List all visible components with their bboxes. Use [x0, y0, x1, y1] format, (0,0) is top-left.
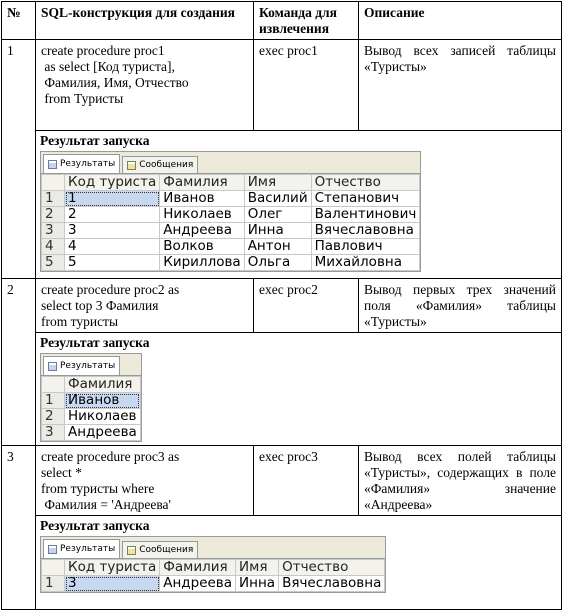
grid-column-header[interactable]: Имя: [244, 175, 311, 191]
data-grid: [41, 559, 385, 592]
grid-row[interactable]: [42, 393, 141, 409]
grid-header-row: [42, 175, 420, 191]
tab-strip: [41, 354, 141, 376]
grid-icon: [48, 545, 57, 554]
row-header[interactable]: 3: [42, 425, 65, 441]
grid-cell[interactable]: Николаев: [65, 409, 141, 425]
result-label: Результат запуска: [40, 133, 150, 148]
grid-row[interactable]: [42, 409, 141, 425]
message-icon: [127, 161, 136, 170]
grid-icon: [48, 362, 57, 371]
result-label: Результат запуска: [40, 335, 150, 350]
grid-cell[interactable]: Инна: [244, 223, 311, 239]
grid-column-header[interactable]: Фамилия: [160, 560, 236, 576]
grid-column-header[interactable]: Отчество: [279, 560, 385, 576]
results-grid: [40, 151, 421, 272]
grid-column-header[interactable]: Фамилия: [65, 377, 141, 393]
grid-cell[interactable]: Николаев: [160, 207, 244, 223]
tab-messages[interactable]: [122, 156, 198, 173]
grid-cell[interactable]: 5: [65, 255, 160, 271]
header-description: Описание: [359, 2, 562, 40]
grid-row[interactable]: [42, 239, 420, 255]
grid-cell[interactable]: Иванов: [160, 191, 244, 207]
grid-column-header[interactable]: Код туриста: [65, 560, 160, 576]
table-row: [2, 279, 562, 333]
results-grid: [40, 536, 386, 593]
exec-command: exec proc3: [254, 446, 359, 516]
grid-cell[interactable]: 4: [65, 239, 160, 255]
row-header[interactable]: 2: [42, 207, 65, 223]
row-header[interactable]: 1: [42, 393, 65, 409]
row-header[interactable]: 1: [42, 191, 65, 207]
grid-cell[interactable]: Иванов: [65, 393, 141, 409]
tab-results-label: Результаты: [60, 159, 116, 169]
tab-strip: [41, 152, 420, 174]
corner-cell: [42, 175, 65, 191]
exec-command: exec proc1: [254, 40, 359, 131]
table-row: [2, 446, 562, 516]
grid-cell[interactable]: Олег: [244, 207, 311, 223]
header-row: [2, 2, 562, 40]
grid-row[interactable]: [42, 425, 141, 441]
grid-row[interactable]: [42, 223, 420, 239]
header-num: №: [2, 2, 36, 40]
tab-results[interactable]: [43, 356, 120, 375]
grid-cell[interactable]: 3: [65, 223, 160, 239]
sql-construct: create procedure proc3 as select * from туристы where Фамилия = 'Андреева': [36, 446, 254, 516]
grid-cell[interactable]: Антон: [244, 239, 311, 255]
data-grid: [41, 174, 420, 271]
grid-column-header[interactable]: Имя: [236, 560, 279, 576]
row-header[interactable]: 4: [42, 239, 65, 255]
grid-cell[interactable]: Андреева: [65, 425, 141, 441]
sql-construct: create procedure proc2 as select top 3 Фамилия from туристы: [36, 279, 254, 333]
grid-icon: [48, 160, 57, 169]
grid-cell[interactable]: Андреева: [160, 576, 236, 592]
exec-command: exec proc2: [254, 279, 359, 333]
grid-column-header[interactable]: Код туриста: [65, 175, 160, 191]
results-grid: [40, 353, 142, 442]
tab-results[interactable]: [43, 539, 120, 558]
row-header[interactable]: 3: [42, 223, 65, 239]
grid-cell[interactable]: Вячеславовна: [311, 223, 420, 239]
corner-cell: [42, 377, 65, 393]
result-row: [2, 516, 562, 610]
result-row: [2, 333, 562, 446]
grid-cell[interactable]: Кириллова: [160, 255, 244, 271]
result-row: [2, 131, 562, 279]
grid-cell[interactable]: 1: [65, 191, 160, 207]
row-header[interactable]: 2: [42, 409, 65, 425]
grid-cell[interactable]: 2: [65, 207, 160, 223]
sql-construct: create procedure proc1 as select [Код туриста], Фамилия, Имя, Отчество from Туристы: [36, 40, 254, 131]
grid-cell[interactable]: Волков: [160, 239, 244, 255]
table-row: [2, 40, 562, 131]
tab-results-label: Результаты: [60, 544, 116, 554]
message-icon: [127, 546, 136, 555]
grid-row[interactable]: [42, 191, 420, 207]
description: Вывод первых трех значений поля «Фамилия» таблицы «Туристы»: [359, 279, 562, 333]
grid-cell[interactable]: Валентинович: [311, 207, 420, 223]
header-construct: SQL-конструкция для создания: [36, 2, 254, 40]
tab-results-label: Результаты: [60, 361, 116, 371]
row-number: 3: [2, 446, 36, 610]
header-command: Команда для извлечения: [254, 2, 359, 40]
grid-cell[interactable]: Инна: [236, 576, 279, 592]
row-number: 2: [2, 279, 36, 446]
grid-row[interactable]: [42, 255, 420, 271]
grid-cell[interactable]: Павлович: [311, 239, 420, 255]
row-header[interactable]: 5: [42, 255, 65, 271]
grid-row[interactable]: [42, 576, 385, 592]
grid-cell[interactable]: Степанович: [311, 191, 420, 207]
corner-cell: [42, 560, 65, 576]
row-header[interactable]: 1: [42, 576, 65, 592]
tab-results[interactable]: [43, 154, 120, 173]
grid-cell[interactable]: Вячеславовна: [279, 576, 385, 592]
procedures-table: [1, 1, 562, 610]
tab-strip: [41, 537, 385, 559]
grid-row[interactable]: [42, 207, 420, 223]
row-number: 1: [2, 40, 36, 279]
grid-cell[interactable]: Андреева: [160, 223, 244, 239]
grid-cell[interactable]: Михайловна: [311, 255, 420, 271]
tab-messages-label: Сообщения: [139, 160, 194, 170]
description: Вывод всех записей таблицы «Туристы»: [359, 40, 562, 131]
grid-header-row: [42, 377, 141, 393]
data-grid: [41, 376, 141, 441]
description: Вывод всех полей таблицы «Туристы», содержащих в поле «Фамилия» значение «Андреева»: [359, 446, 562, 516]
tab-messages[interactable]: [122, 541, 198, 558]
tab-messages-label: Сообщения: [139, 545, 194, 555]
grid-cell[interactable]: 3: [65, 576, 160, 592]
grid-cell[interactable]: Василий: [244, 191, 311, 207]
grid-header-row: [42, 560, 385, 576]
grid-column-header[interactable]: Отчество: [311, 175, 420, 191]
grid-cell[interactable]: Ольга: [244, 255, 311, 271]
grid-column-header[interactable]: Фамилия: [160, 175, 244, 191]
result-label: Результат запуска: [40, 518, 150, 533]
